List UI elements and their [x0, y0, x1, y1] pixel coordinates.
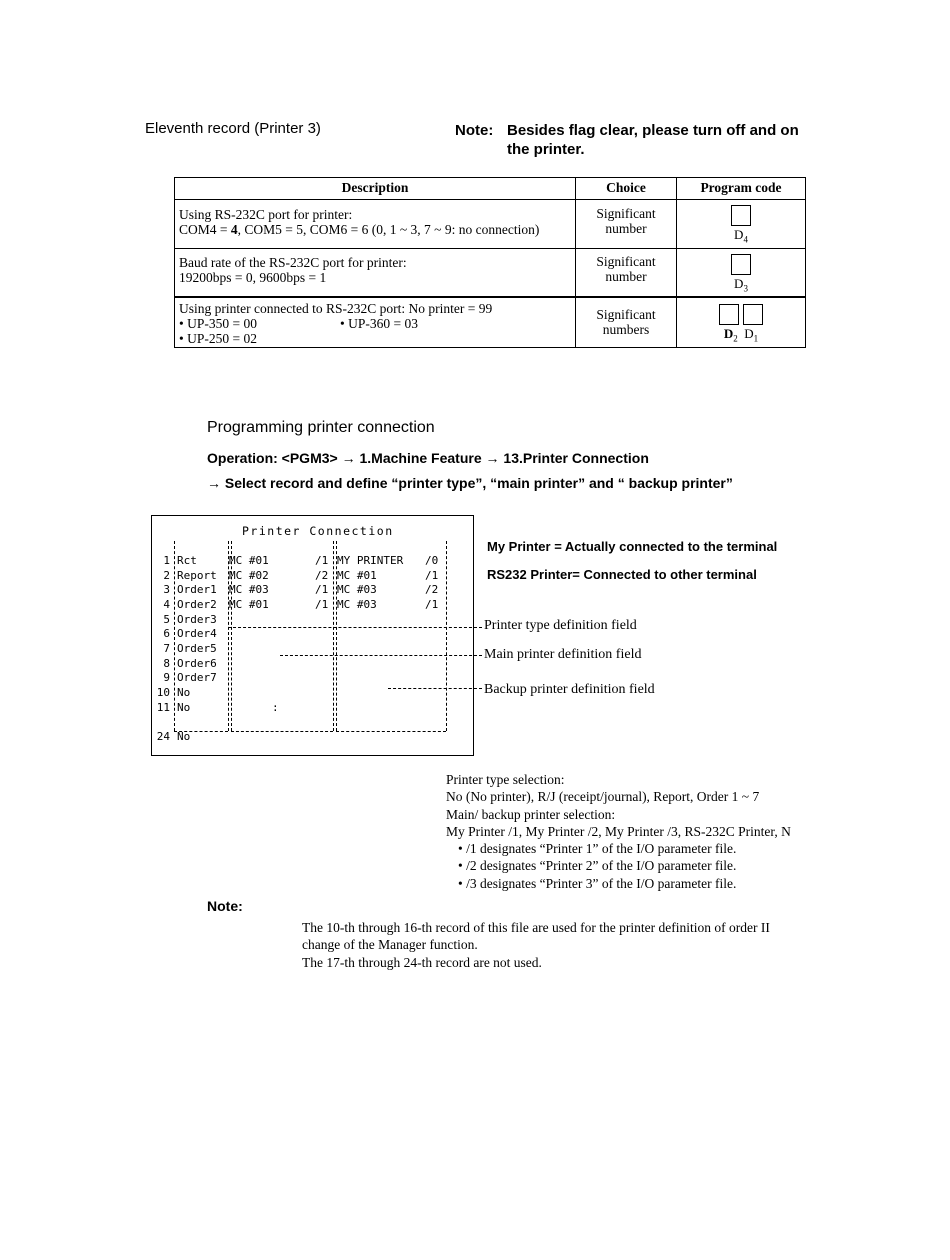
table-row: [175, 248, 806, 297]
table-row: [175, 297, 806, 347]
table-row: [175, 200, 806, 249]
row-description: Using printer connected to RS-232C port: No printer = 99 • UP-350 = 00 • UP-360 = 03 • UP-250 = 02: [175, 297, 576, 347]
digit-box: [731, 205, 751, 226]
digit-box: [743, 304, 763, 325]
screen-row[interactable]: 8 Order6: [163, 657, 217, 670]
screen-row[interactable]: 10 No: [156, 686, 191, 699]
row-program-code: $D_4$: [677, 200, 806, 249]
backup-printer-callout: Backup printer definition field: [484, 682, 655, 697]
main-field-bottom-edge: [231, 731, 333, 732]
note-line-2: the printer.: [507, 141, 585, 158]
rs232-printer-legend: RS232 Printer= Connected to other terminal: [487, 567, 757, 582]
note-label: Note:: [455, 122, 494, 139]
main-printer-leader: [280, 655, 482, 656]
row-choice: Significant number: [576, 200, 677, 249]
printer-type-leader: [228, 627, 482, 628]
backup-field-right-edge: [446, 541, 447, 731]
note-line-1: Besides flag clear, please turn off and on: [507, 122, 799, 139]
table-header-row: [175, 178, 806, 200]
row-program-code: $D_2$ $D_1$: [677, 297, 806, 347]
main-field-right-edge: [333, 541, 334, 731]
row-choice: Significant number: [576, 248, 677, 297]
digit-box: [719, 304, 739, 325]
digit-box: [731, 254, 751, 275]
backup-field-bottom-edge: [336, 731, 446, 732]
screen-row[interactable]: 9 Order7: [163, 671, 217, 684]
screen-row[interactable]: 3 Order1 MC #03 /1 MC #03 /2: [163, 583, 439, 596]
backup-printer-leader: [388, 688, 482, 689]
row-description: Using RS-232C port for printer: COM4 = 4, COM5 = 5, COM6 = 6 (0, 1 ~ 3, 7 ~ 9: no connection): [175, 200, 576, 249]
main-printer-callout: Main printer definition field: [484, 647, 642, 662]
screen-row[interactable]: 7 Order5: [163, 642, 217, 655]
row-choice: Significant numbers: [576, 297, 677, 347]
screen-row[interactable]: 1 Rct MC #01 /1 MY PRINTER /0: [163, 554, 439, 567]
screen-ellipsis: :: [272, 701, 279, 714]
footer-note-text: The 10-th through 16-th record of this file are used for the printer definition of order II change of the Manager function. The 17-th through 24-th record are not used.: [302, 920, 770, 970]
screen-row[interactable]: 5 Order3: [163, 613, 217, 626]
header-program-code: Program code: [677, 178, 806, 200]
screen-row[interactable]: 6 Order4: [163, 627, 217, 640]
selection-description: Printer type selection: No (No printer), R/J (receipt/journal), Report, Order 1 ~ 7 Main/ backup printer selection: My Printer /1, My Printer /2, My Printer /3, RS-232C Printer, N • /1 designates “Printer 1” of the I/O parameter file. • /2 designates “Printer 2” of the I/O parameter file. • /3 designates “Printer 3” of the I/O parameter file.: [446, 772, 791, 891]
header-choice: Choice: [576, 178, 677, 200]
screen-title: Printer Connection: [242, 524, 394, 538]
section-title: Programming printer connection: [207, 419, 435, 436]
record-heading: Eleventh record (Printer 3): [145, 120, 321, 137]
operation-line-1: Operation: <PGM3> → 1.Machine Feature → 13.Printer Connection: [207, 450, 649, 466]
screen-row[interactable]: 2 Report MC #02 /2 MC #01 /1: [163, 569, 439, 582]
row-description: Baud rate of the RS-232C port for printer: 19200bps = 0, 9600bps = 1: [175, 248, 576, 297]
type-field-left-edge: [174, 541, 175, 731]
operation-line-2: → Select record and define “printer type”, “main printer” and “ backup printer”: [207, 475, 733, 491]
my-printer-legend: My Printer = Actually connected to the terminal: [487, 539, 778, 554]
record-table: [174, 177, 806, 348]
screen-row[interactable]: 4 Order2 MC #01 /1 MC #03 /1: [163, 598, 439, 611]
screen-row[interactable]: 24 No: [156, 730, 191, 743]
printer-type-callout: Printer type definition field: [484, 618, 637, 633]
row-program-code: $D_3$: [677, 248, 806, 297]
header-description: Description: [175, 178, 576, 200]
footer-note-label: Note:: [207, 898, 243, 914]
screen-row[interactable]: 11 No: [156, 701, 191, 714]
